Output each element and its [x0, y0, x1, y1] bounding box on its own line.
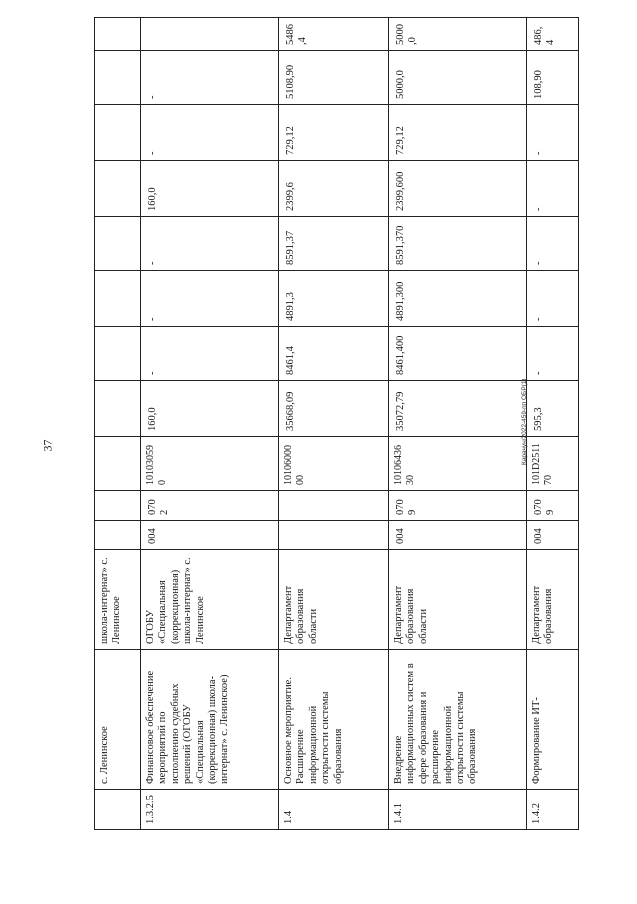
row-number: 1.4.1	[389, 790, 527, 830]
row-number: 1.3.2.5	[141, 790, 279, 830]
rzpr-code: 0709	[389, 491, 527, 521]
value-year-1	[95, 327, 141, 381]
value-year-6: 5000,0	[389, 51, 527, 105]
value-year-4: 2399,6	[279, 161, 389, 217]
value-year-6: 5108,90	[279, 51, 389, 105]
value-year-5: -	[527, 105, 579, 161]
event-name: Основное мероприятие. Расширение информационной открытости системы образования	[279, 650, 389, 790]
value-year-3	[95, 217, 141, 271]
value-year-7: 5486,4	[279, 18, 389, 51]
value-total: 160,0	[141, 381, 279, 437]
value-year-2: 4891,3	[279, 271, 389, 327]
value-year-1: 8461,4	[279, 327, 389, 381]
event-name: Формирование ИТ-	[527, 650, 579, 790]
value-year-7: 5000,0	[389, 18, 527, 51]
value-year-3: -	[527, 217, 579, 271]
event-name: с. Ленинское	[95, 650, 141, 790]
value-total: 595,3	[527, 381, 579, 437]
value-total	[95, 381, 141, 437]
value-year-5: -	[141, 105, 279, 161]
rzpr-code	[95, 491, 141, 521]
grbs-code	[95, 521, 141, 550]
row-number	[95, 790, 141, 830]
rzpr-code: 0702	[141, 491, 279, 521]
value-year-7: 486,4	[527, 18, 579, 51]
value-year-5: 729,12	[389, 105, 527, 161]
table-row	[389, 18, 527, 830]
csr-code: 101030590	[141, 437, 279, 491]
value-total: 35668,09	[279, 381, 389, 437]
executor: школа-интернат» с. Ленинское	[95, 550, 141, 650]
row-number: 1.4.2	[527, 790, 579, 830]
csr-code: 1010600000	[279, 437, 389, 491]
value-year-1: 8461,400	[389, 327, 527, 381]
page-number: 37	[40, 439, 55, 452]
rotated-table-container	[94, 24, 578, 830]
table-row	[141, 18, 279, 830]
rzpr-code	[279, 491, 389, 521]
value-year-7	[95, 18, 141, 51]
value-year-4: 160,0	[141, 161, 279, 217]
value-year-6	[95, 51, 141, 105]
value-total: 35072,79	[389, 381, 527, 437]
value-year-4: -	[527, 161, 579, 217]
event-name: Внедрение информационных систем в сфере образования и расширение информационной открытости системы образования	[389, 650, 527, 790]
grbs-code: 004	[527, 521, 579, 550]
row-number: 1.4	[279, 790, 389, 830]
grbs-code: 004	[389, 521, 527, 550]
value-year-5: 729,12	[279, 105, 389, 161]
csr-code	[95, 437, 141, 491]
value-year-2: 4891,300	[389, 271, 527, 327]
value-year-2: -	[141, 271, 279, 327]
value-year-7	[141, 18, 279, 51]
executor: Департамент образования области	[389, 550, 527, 650]
table-row	[95, 18, 141, 830]
table-row	[527, 18, 579, 830]
event-name: Финансовое обеспечение мероприятий по исполнению судебных решений (ОГОБУ «Специальная (коррекционная) школа-интернат» с. Ленинское)	[141, 650, 279, 790]
value-year-5	[95, 105, 141, 161]
value-year-1: -	[141, 327, 279, 381]
value-year-6: -	[141, 51, 279, 105]
executor: Департамент образования области	[279, 550, 389, 650]
executor: Департамент образования	[527, 550, 579, 650]
value-year-2	[95, 271, 141, 327]
value-year-1: -	[527, 327, 579, 381]
value-year-4: 2399,600	[389, 161, 527, 217]
executor: ОГОБУ «Специальная (коррекционная) школа-интернат» с. Ленинское	[141, 550, 279, 650]
value-year-3: -	[141, 217, 279, 271]
value-year-3: 8591,370	[389, 217, 527, 271]
csr-code: 101D251170	[527, 437, 579, 491]
value-year-2: -	[527, 271, 579, 327]
csr-code: 1010643630	[389, 437, 527, 491]
budget-table	[94, 17, 579, 830]
value-year-4	[95, 161, 141, 217]
value-year-6: 108,90	[527, 51, 579, 105]
table-row	[279, 18, 389, 830]
grbs-code	[279, 521, 389, 550]
rzpr-code: 0709	[527, 491, 579, 521]
grbs-code: 004	[141, 521, 279, 550]
footer-code: Карачун/2022-459-пп ОБР(1)	[521, 378, 528, 465]
value-year-3: 8591,37	[279, 217, 389, 271]
